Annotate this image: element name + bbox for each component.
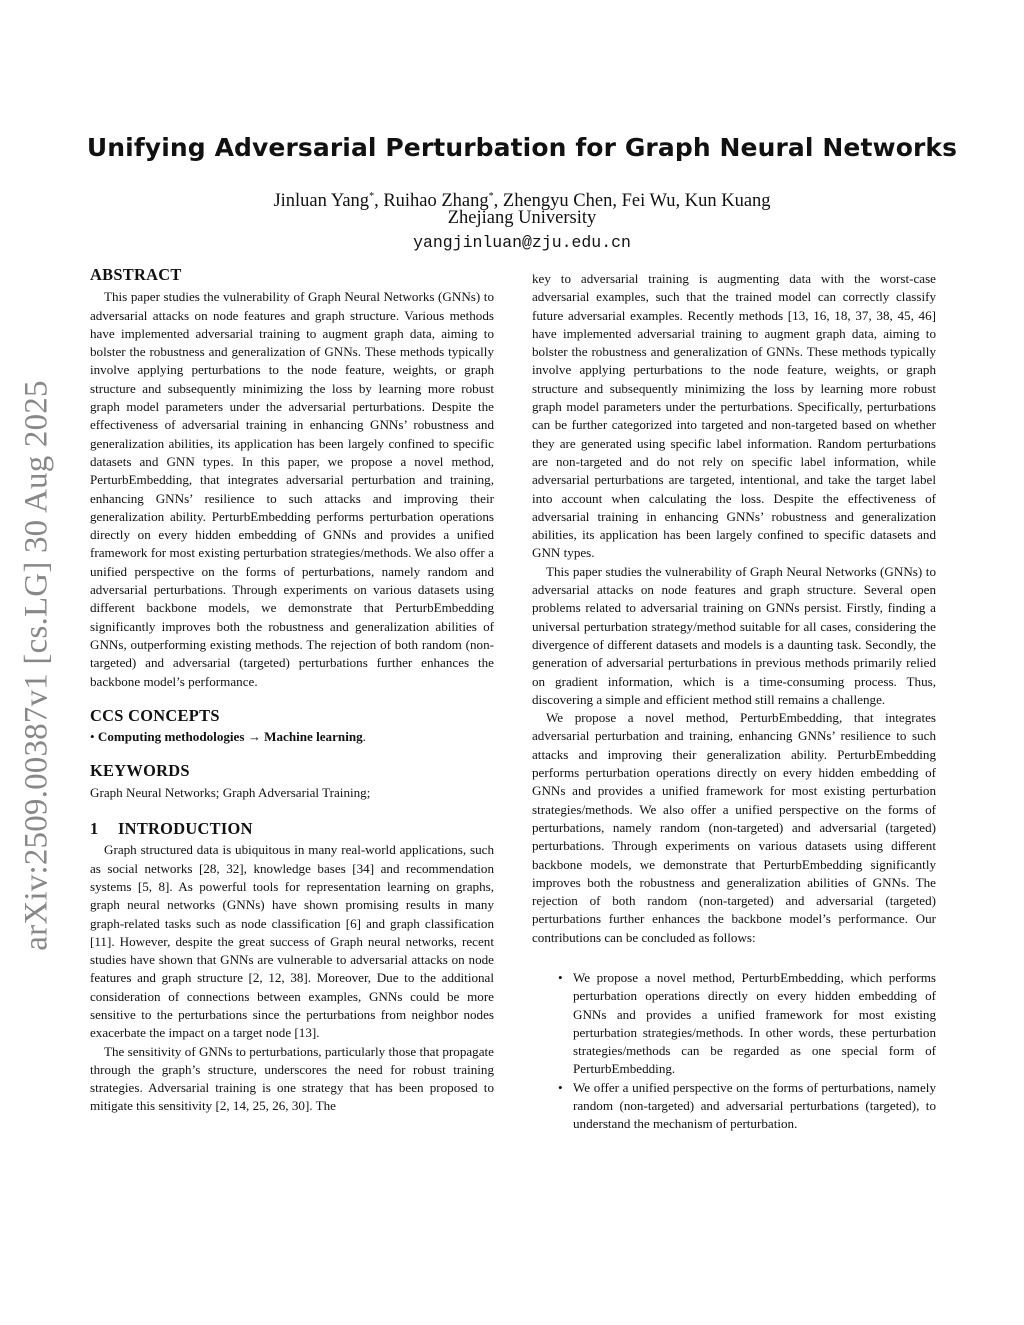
- ccs-suffix: .: [362, 729, 366, 745]
- other-authors: , Zhengyu Chen, Fei Wu, Kun Kuang: [493, 191, 771, 212]
- ccs-concept-item: Computing methodologies → Machine learning: [97, 729, 363, 745]
- paper-title: Unifying Adversarial Perturbation for Graph Neural Networks: [86, 133, 958, 162]
- section-title: INTRODUCTION: [118, 819, 253, 839]
- affiliation: Zhejiang University: [447, 208, 597, 228]
- contribution-item: [558, 1079, 936, 1134]
- keywords-text: Graph Neural Networks; Graph Adversarial Training;: [90, 784, 371, 800]
- intro-paragraph-2: The sensitivity of GNNs to perturbations, particularly those that propagate through the graph’s structure, underscores the need for robust training strategies. Adversarial training is one strategy that has been proposed to mitigate this sensitivity [2, 14, 25, 26, 30]. The: [90, 1043, 494, 1114]
- equal-contribution-mark: *: [488, 191, 494, 202]
- contribution-text: We propose a novel method, PerturbEmbedding, which performs perturbation operations directly on every hidden embedding of GNNs and provides a unified framework for most existing perturbation strategies/methods. In other words, these perturbation strategies/methods can be regarded as one special form of PerturbEmbedding.: [573, 969, 936, 1077]
- keywords-heading: KEYWORDS: [90, 761, 190, 781]
- ccs-concepts-entry: [90, 728, 494, 746]
- intro-paragraph-5: We propose a novel method, PerturbEmbedding, that integrates adversarial perturbation and training, enhancing GNNs’ resilience to such attacks and improving their generalization ability. PerturbEmbedding performs perturbation operations directly on every hidden embedding of GNNs and provides a unified framework for most existing perturbation strategies/methods. We also offer a unified perspective on the forms of perturbations, namely random (non-targeted) and adversarial (targeted) perturbations. Through experiments on various datasets using different backbone models, we demonstrate that PerturbEmbedding significantly improves both the robustness and generalization abilities of GNNs. The rejection of both random (non-targeted) and adversarial (targeted) perturbations further enhances the backbone model’s performance. Our contributions can be concluded as follows:: [532, 710, 936, 945]
- left-column: [90, 266, 494, 1116]
- bullet-icon: •: [558, 1079, 563, 1095]
- contribution-text: We offer a unified perspective on the forms of perturbations, namely random (non-targeted) and adversarial perturbations (targeted), to understand the mechanism of perturbation.: [573, 1079, 936, 1132]
- author-name: Ruihao Zhang: [383, 191, 489, 212]
- arxiv-watermark: [6, 370, 68, 960]
- arxiv-identifier: arXiv:2509.00387v1 [cs.LG] 30 Aug 2025: [18, 379, 55, 951]
- contribution-item: [558, 969, 936, 1079]
- author-name: Jinluan Yang: [273, 191, 370, 212]
- intro-paragraph-3: key to adversarial training is augmenting data with the worst-case adversarial examples, such that the trained model can correctly classify future adversarial examples. Recently methods [13, 16, 18, 37, 38, 45, 46] have implemented adversarial training to augment graph data, aiming to bolster the robustness and generalization of GNNs. These methods typically involve applying perturbations to the node feature, weights, or graph structure and subsequently minimizing the loss by learning more robust graph model parameters under the perturbations. Specifically, perturbations can be further categorized into targeted and non-targeted based on whether they are generated using specific label information. Random perturbations are non-targeted and do not rely on specific label information, while adversarial perturbations are targeted, intentional, and take the target label into account when calculating the loss. Despite the effectiveness of adversarial training in enhancing GNNs’ robustness and generalization abilities, its application has been largely confined to specific datasets and GNN types.: [532, 271, 936, 561]
- intro-paragraph-4: This paper studies the vulnerability of Graph Neural Networks (GNNs) to adversarial attacks on node features and graph structure. Several open problems related to adversarial training on GNNs persist. Firstly, finding a universal perturbation strategy/method suitable for all cases, considering the divergence of different datasets and models is a daunting task. Secondly, the generation of adversarial perturbations in previous methods primarily relied on gradient information, which is a time-consuming process. Thus, discovering a simple and efficient method still remains a challenge.: [532, 563, 936, 707]
- section-number: 1: [90, 819, 99, 839]
- ccs-concepts-heading: CCS CONCEPTS: [90, 705, 220, 725]
- contact-email: yangjinluan@zju.edu.cn: [413, 233, 631, 252]
- equal-contribution-mark: *: [369, 191, 375, 202]
- abstract-heading: ABSTRACT: [90, 265, 182, 284]
- bullet-icon: •: [558, 969, 563, 985]
- intro-paragraph-1: Graph structured data is ubiquitous in many real-world applications, such as social networks [28, 32], knowledge bases [34] and recommendation systems [5, 8]. As powerful tools for representation learning on graphs, graph neural networks (GNNs) have shown promising results in many graph-related tasks such as node classification [6] and graph classification [11]. However, despite the great success of Graph neural networks, recent studies have shown that GNNs are vulnerable to adversarial attacks on node features and graph structure [2, 12, 38]. Moreover, Due to the additional consideration of connections between examples, GNNs could be more sensitive to the perturbations since the perturbations from neighbor nodes exacerbate the impact on a target node [13].: [90, 842, 494, 1041]
- introduction-heading: [90, 820, 494, 838]
- abstract-text: This paper studies the vulnerability of Graph Neural Networks (GNNs) to adversarial attacks on node features and graph structure. Various methods have implemented adversarial training to augment graph data, aiming to bolster the robustness and generalization of GNNs. These methods typically involve applying perturbations to the node feature, weights, or graph structure and subsequently minimizing the loss by learning more robust graph model parameters under the adversarial perturbations. Despite the effectiveness of adversarial training in enhancing GNNs’ robustness and generalization abilities, its application has been largely confined to specific datasets and GNN types. In this paper, we propose a novel method, PerturbEmbedding, that integrates adversarial perturbation and training, enhancing GNNs’ resilience to such attacks and improving their generalization ability. PerturbEmbedding performs perturbation operations directly on every hidden embedding of GNNs and provides a unified framework for most existing perturbation strategies/methods. We also offer a unified perspective on the forms of perturbations, namely random and adversarial perturbations. Through experiments on various datasets using different backbone models, we demonstrate that PerturbEmbedding significantly improves both the robustness and generalization abilities of GNNs, outperforming existing methods. The rejection of both random (non-targeted) and adversarial (targeted) perturbations further enhances the backbone model’s performance.: [90, 289, 494, 689]
- author-separator: ,: [374, 191, 384, 212]
- ccs-bullet: •: [90, 729, 95, 745]
- right-column: [532, 270, 936, 1134]
- contributions-list: [532, 969, 936, 1134]
